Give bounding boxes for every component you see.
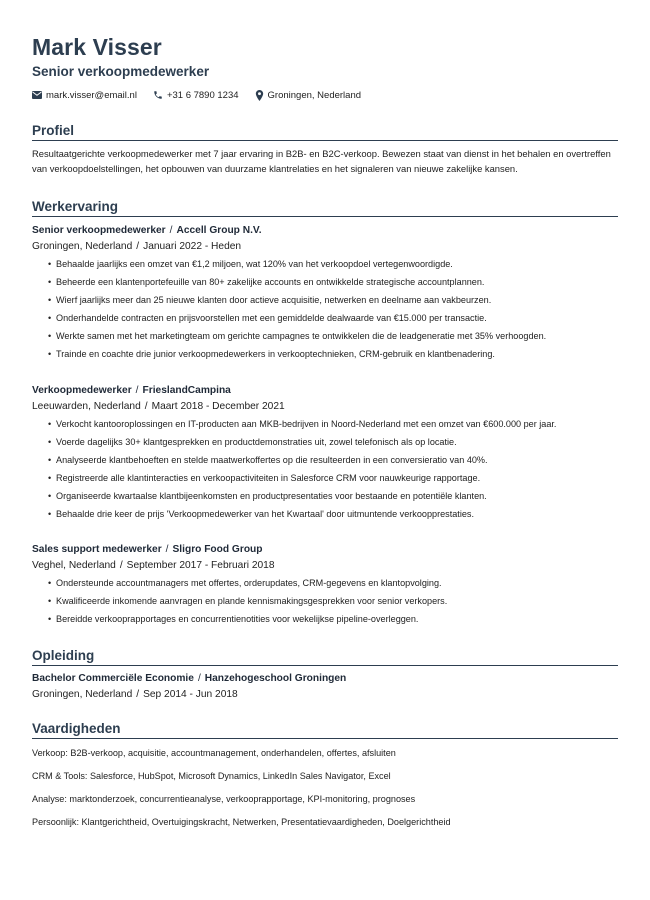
job-bullets [32,417,618,522]
education-section [32,647,618,702]
education-location: Groningen, Nederland [32,688,133,700]
job-heading [32,223,618,238]
job-period: September 2017 - Februari 2018 [126,560,275,571]
contact-email[interactable] [32,90,137,101]
job-location: Leeuwarden, Nederland [32,400,141,412]
job-location: Groningen, Nederland [32,241,133,252]
list-item: • Onderhandelde contracten en prijsvoorstellen met een gemiddelde dealwaarde van €15.000 per transactie. [48,311,618,326]
job-heading [32,542,618,557]
job-meta [32,558,618,573]
contact-bar [32,88,618,102]
envelope-icon [32,91,42,99]
education-meta [32,687,618,702]
job-entry [32,223,618,362]
list-item: • Werkte samen met het marketingteam om gerichte campagnes te ontwikkelen die de leadgeneratie met 35% verhoogden. [48,329,618,344]
list-item: • Behaalde drie keer de prijs 'Verkoopmedewerker van het Kwartaal' door uitmuntende verkoopprestaties. [48,507,618,522]
separator: / [135,384,139,396]
list-item: • Ondersteunde accountmanagers met offertes, orderupdates, CRM-gegevens en klantopvolging. [48,576,618,591]
contact-location-text: Groningen, Nederland [267,89,362,101]
skill-line: Analyse: marktonderzoek, concurrentieanalyse, verkooprapportage, KPI-monitoring, prognoses [32,793,416,804]
candidate-role: Senior verkoopmedewerker [32,64,210,79]
job-period: Maart 2018 - December 2021 [151,400,285,412]
section-title-skills: Vaardigheden [32,720,618,739]
job-bullets [32,576,618,627]
skill-line: Persoonlijk: Klantgerichtheid, Overtuigingskracht, Netwerken, Presentatievaardigheden, Doelgerichtheid [32,816,451,827]
list-item: • Verkocht kantooroplossingen en IT-producten aan MKB-bedrijven in Noord-Nederland met een omzet van €600.000 per jaar. [48,417,618,432]
job-company: FrieslandCampina [142,384,231,396]
skills-section [32,720,618,829]
profile-text: Resultaatgerichte verkoopmedewerker met 7 jaar ervaring in B2B- en B2C-verkoop. Bewezen staat van dienst in het behalen en overtreffen van verkoopdoelstellingen, het opbouwen van duurzame klantrelaties en het signaleren van nieuwe zakelijke kansen. [32,148,611,174]
contact-phone-text: +31 6 7890 1234 [166,89,239,101]
job-position: Sales support medewerker [32,544,162,555]
job-entry [32,383,618,522]
job-meta [32,239,618,254]
resume-header [32,33,618,102]
experience-section [32,198,618,627]
list-item: • Bereidde verkooprapportages en concurrentienotities voor wekelijkse pipeline-overleggen. [48,612,618,627]
job-heading [32,383,618,398]
job-company: Sligro Food Group [172,544,263,555]
job-entry [32,542,618,627]
job-period: Januari 2022 - Heden [143,241,242,252]
education-heading [32,671,618,686]
separator: / [119,560,123,571]
list-item: • Behaalde jaarlijks een omzet van €1,2 miljoen, wat 120% van het verkoopdoel vertegenwoordigde. [48,257,618,272]
contact-location [255,90,361,101]
job-bullets [32,257,618,362]
job-position: Verkoopmedewerker [32,384,132,396]
list-item: • Wierf jaarlijks meer dan 25 nieuwe klanten door actieve acquisitie, netwerken en deelname aan vakbeurzen. [48,293,618,308]
skill-line: CRM & Tools: Salesforce, HubSpot, Microsoft Dynamics, LinkedIn Sales Navigator, Excel [32,770,391,781]
separator: / [197,672,201,684]
section-title-education: Opleiding [32,647,618,666]
list-item: • Trainde en coachte drie junior verkoopmedewerkers in verkooptechnieken, CRM-gebruik en klantbenadering. [48,347,618,362]
list-item: • Voerde dagelijks 30+ klantgesprekken en productdemonstraties uit, zowel telefonisch als op locatie. [48,435,618,450]
contact-phone[interactable] [153,90,239,101]
separator: / [165,544,169,555]
section-title-experience: Werkervaring [32,198,618,217]
job-location: Veghel, Nederland [32,560,116,571]
profile-section [32,122,618,176]
list-item: • Beheerde een klantenportefeuille van 80+ zakelijke accounts en ontwikkelde strategische accountplannen. [48,275,618,290]
list-item: • Analyseerde klantbehoeften en stelde maatwerkoffertes op die resulteerden in een conversieratio van 40%. [48,453,618,468]
separator: / [144,400,148,412]
job-meta [32,399,618,414]
separator: / [136,688,140,700]
education-entry [32,671,618,702]
separator: / [169,225,173,236]
phone-icon [153,90,163,100]
list-item: • Registreerde alle klantinteracties en verkoopactiviteiten in Salesforce CRM voor nauwkeurige rapportage. [48,471,618,486]
candidate-name: Mark Visser [32,34,162,60]
education-period: Sep 2014 - Jun 2018 [143,688,238,700]
list-item: • Organiseerde kwartaalse klantbijeenkomsten en productpresentaties voor bestaande en potentiële klanten. [48,489,618,504]
job-position: Senior verkoopmedewerker [32,225,166,236]
education-degree: Bachelor Commerciële Economie [32,672,194,684]
section-title-profile: Profiel [32,122,618,141]
list-item: • Kwalificeerde inkomende aanvragen en plande kennismakingsgesprekken voor senior verkopers. [48,594,618,609]
education-school: Hanzehogeschool Groningen [204,672,347,684]
contact-email-text: mark.visser@email.nl [46,89,137,101]
skill-line: Verkoop: B2B-verkoop, acquisitie, accountmanagement, onderhandelen, offertes, afsluiten [32,747,396,758]
map-pin-icon [255,90,264,101]
separator: / [136,241,140,252]
job-company: Accell Group N.V. [176,225,262,236]
